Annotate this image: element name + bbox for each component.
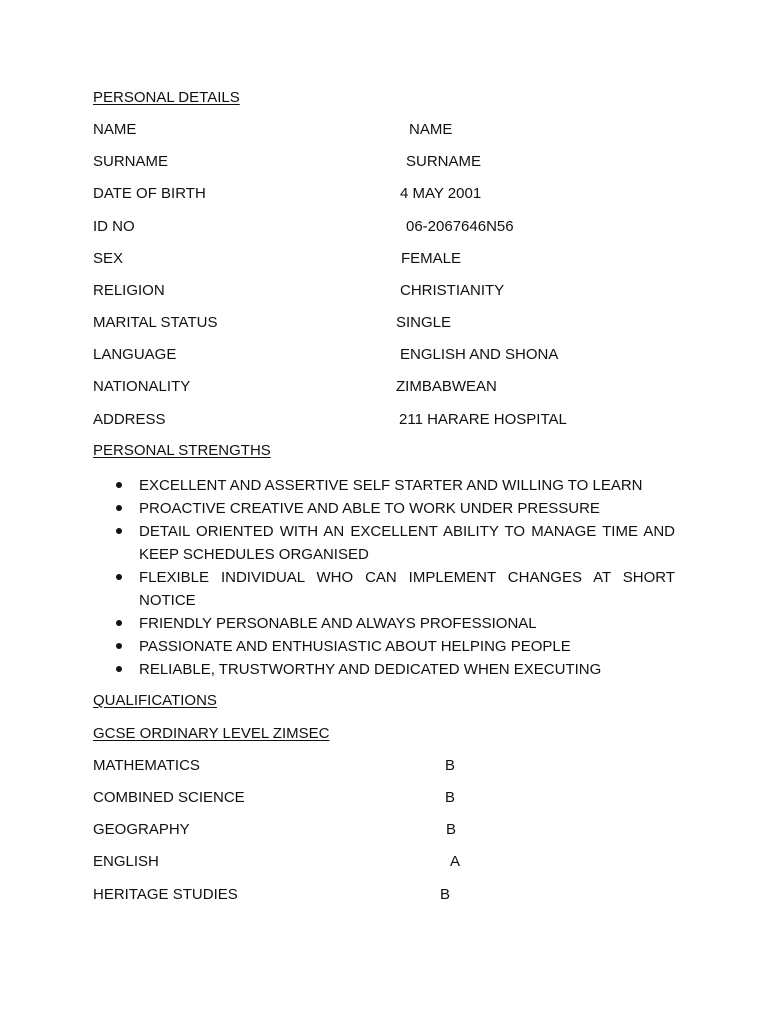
bullet-icon <box>116 505 122 511</box>
detail-row-id-no <box>93 218 693 238</box>
detail-row-surname <box>93 153 693 173</box>
bullet-icon <box>116 666 122 672</box>
detail-label: SURNAME <box>93 153 169 170</box>
subject-row-geography <box>93 821 693 841</box>
detail-row-nationality <box>93 378 693 398</box>
bullet-icon <box>116 482 122 488</box>
detail-row-language <box>93 346 693 366</box>
subject-row-mathematics <box>93 757 693 777</box>
detail-label: ADDRESS <box>93 411 166 428</box>
detail-value: SURNAME <box>406 153 482 170</box>
detail-value: ZIMBABWEAN <box>396 378 497 395</box>
detail-value: FEMALE <box>401 250 462 267</box>
detail-label: RELIGION <box>93 282 165 299</box>
strengths-list <box>93 474 675 681</box>
strength-text: FRIENDLY PERSONABLE AND ALWAYS PROFESSIONAL <box>139 615 537 632</box>
detail-label: DATE OF BIRTH <box>93 185 206 202</box>
strength-item <box>93 497 675 520</box>
subject-row-combined-science <box>93 789 693 809</box>
strength-item <box>93 612 675 635</box>
subject-label: MATHEMATICS <box>93 757 200 774</box>
bullet-icon <box>116 620 122 626</box>
detail-value: 4 MAY 2001 <box>400 185 482 202</box>
personal-details-heading: PERSONAL DETAILS <box>93 89 240 106</box>
detail-label: MARITAL STATUS <box>93 314 218 331</box>
bullet-icon <box>116 643 122 649</box>
personal-strengths-heading: PERSONAL STRENGTHS <box>93 442 271 459</box>
bullet-icon <box>116 574 122 580</box>
detail-label: NAME <box>93 121 137 138</box>
strength-text: PROACTIVE CREATIVE AND ABLE TO WORK UNDER PRESSURE <box>139 500 600 517</box>
detail-label: LANGUAGE <box>93 346 177 363</box>
strength-text: PASSIONATE AND ENTHUSIASTIC ABOUT HELPING PEOPLE <box>139 638 571 655</box>
detail-row-religion <box>93 282 693 302</box>
subject-label: HERITAGE STUDIES <box>93 886 238 903</box>
subject-label: ENGLISH <box>93 853 159 870</box>
detail-value: CHRISTIANITY <box>400 282 505 299</box>
detail-label: NATIONALITY <box>93 378 191 395</box>
strength-text: FLEXIBLE INDIVIDUAL WHO CAN IMPLEMENT CHANGES AT SHORT NOTICE <box>139 569 675 609</box>
grade-value: B <box>446 821 457 838</box>
strength-item <box>93 566 675 612</box>
strength-text: DETAIL ORIENTED WITH AN EXCELLENT ABILITY TO MANAGE TIME AND KEEP SCHEDULES ORGANISED <box>139 523 675 563</box>
strength-item <box>93 658 675 681</box>
grade-value: B <box>445 789 456 806</box>
detail-row-date-of-birth <box>93 185 693 205</box>
detail-row-marital-status <box>93 314 693 334</box>
bullet-icon <box>116 528 122 534</box>
detail-value: SINGLE <box>396 314 452 331</box>
detail-value: ENGLISH AND SHONA <box>400 346 559 363</box>
exam-board-heading: GCSE ORDINARY LEVEL ZIMSEC <box>93 725 330 742</box>
detail-value: 06-2067646N56 <box>406 218 514 235</box>
detail-label: SEX <box>93 250 124 267</box>
subject-row-heritage-studies <box>93 886 693 906</box>
detail-label: ID NO <box>93 218 135 235</box>
detail-row-sex <box>93 250 693 270</box>
grade-value: B <box>440 886 451 903</box>
strength-item <box>93 474 675 497</box>
subject-row-english <box>93 853 693 873</box>
strength-item <box>93 635 675 658</box>
subject-label: GEOGRAPHY <box>93 821 190 838</box>
detail-row-address <box>93 411 693 431</box>
qualifications-heading: QUALIFICATIONS <box>93 692 217 709</box>
detail-value: NAME <box>409 121 453 138</box>
strength-text: EXCELLENT AND ASSERTIVE SELF STARTER AND WILLING TO LEARN <box>139 477 643 494</box>
detail-row-name <box>93 121 693 141</box>
grade-value: B <box>445 757 456 774</box>
strength-text: RELIABLE, TRUSTWORTHY AND DEDICATED WHEN EXECUTING <box>139 661 602 678</box>
detail-value: 211 HARARE HOSPITAL <box>399 411 567 428</box>
subject-label: COMBINED SCIENCE <box>93 789 245 806</box>
strength-item <box>93 520 675 566</box>
grade-value: A <box>450 853 461 870</box>
